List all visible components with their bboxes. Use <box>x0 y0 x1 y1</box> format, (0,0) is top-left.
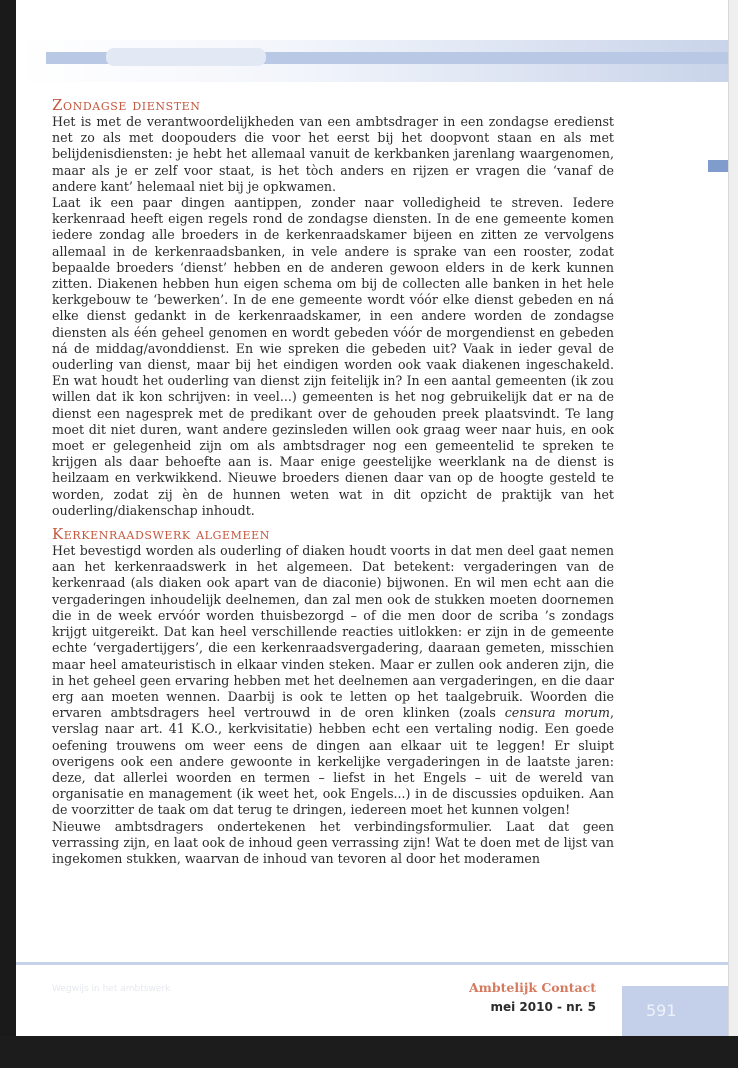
scan-border-bottom <box>0 1036 738 1068</box>
paragraph: Laat ik een paar dingen aantippen, zonder naar volledigheid te streven. Iedere kerkenraad heeft eigen regels rond de zondagse diensten. In de ene gemeente komen iedere zondag alle broeders in de kerkenraadskamer bijeen en zitten ze vervolgens allemaal in de kerkenraadsbanken, in vele andere is sprake van een rooster, zodat bepaalde broeders ‘dienst’ hebben en de anderen gewoon elders in de kerk kunnen zitten. Diakenen hebben hun eigen schema om bij de collecten alle banken in het hele kerkgebouw te ‘bewerken’. In de ene gemeente wordt vóór elke dienst gebeden en ná elke dienst gedankt in de kerkenraadskamer, in een andere worden de zondagse diensten als één geheel genomen en wordt gebeden vóór de morgendienst en gebeden ná de middag/avonddienst. En wie spreken die gebeden uit? Vaak in ieder geval de ouderling van dienst, maar bij het eindigen worden ook vaak diakenen ingeschakeld. En wat houdt het ouderling van dienst zijn feitelijk in? In een aantal gemeenten (ik zou willen dat ik kon schrijven: in veel...) gemeenten is het nog gebruikelijk dat er na de dienst een nagesprek met de predikant over de gehouden preek plaatsvindt. Te lang moet dit niet duren, want andere gezinsleden willen ook graag weer naar huis, en ook moet er gelegenheid zijn om als ambtsdrager nog een gemeentelid te spreken te krijgen als daar behoefte aan is. Maar enige geestelijke weerklank na de dienst is heilzaam en verkwikkend. Nieuwe broeders dienen daar van op de hoogte gesteld te worden, zodat zij èn de hunnen weten wat in dit opzicht de praktijk van het ouderling/diakenschap inhoudt. <box>52 195 614 518</box>
margin-tab-marker <box>708 160 728 172</box>
issue-label: mei 2010 - nr. 5 <box>490 1000 596 1014</box>
paragraph-text: , verslag naar art. 41 K.O., kerkvisitatie) hebben echt een vertaling nodig. Een goede oefening trouwens om weer eens de dingen aan elkaar uit te leggen! Er sluipt overigens ook een andere gewoonte in kerkelijke vergaderingen in de laatste jaren: deze, dat allerlei woorden en termen – liefst in het Engels – uit de wereld van organisatie en management (ik weet het, ook Engels...) in de discussies opduiken. Aan de voorzitter de taak om dat terug te dringen, iedereen moet het kunnen volgen! <box>52 705 614 818</box>
footer-series-title: Wegwijs in het ambtswerk <box>52 984 171 994</box>
scan-border-left <box>0 0 16 1068</box>
scan-border-right <box>728 0 738 1040</box>
paragraph <box>52 543 614 818</box>
footer-rule <box>16 962 728 965</box>
paragraph-text: Het bevestigd worden als ouderling of diaken houdt voorts in dat men deel gaat nemen aan het kerkenraadswerk in het algemeen. Dat betekent: vergaderingen van de kerkenraad (als diaken ook apart van de diaconie) bijwonen. En wil men echt aan die vergaderingen inhoudelijk deelnemen, dan zal men ook de stukken moeten doornemen die in de week ervóór worden thuisbezorgd – of die men door de scriba ’s zondags krijgt uitgereikt. Dat kan heel verschillende reacties uitlokken: er zijn in de gemeente echte ‘vergadertijgers’, die een kerkenraadsvergadering, daaraan gemeten, misschien maar heel amateuristisch in elkaar vinden steken. Maar er zullen ook anderen zijn, die in het geheel geen ervaring hebben met het deelnemen aan vergaderingen, en die daar erg aan moeten wennen. Daarbij is ook te letten op het taalgebruik. Woorden die ervaren ambtsdragers heel vertrouwd in de oren klinken (zoals <box>52 543 614 721</box>
document-page <box>16 0 728 1036</box>
header-bar-highlight <box>106 48 266 66</box>
paragraph: Het is met de verantwoordelijkheden van een ambtsdrager in een zondagse eredienst net zo als met doopouders die voor het eerst bij het doopvont staan en als met belijdenisdiensten: je hebt het allemaal vanuit de kerkbanken jarenlang waargenomen, maar als je er zelf voor staat, is het tòch anders en rijzen er vragen die ‘vanaf de andere kant’ helemaal niet bij je opkwamen. <box>52 114 614 194</box>
page-number: 591 <box>622 986 728 1036</box>
latin-term: censura morum <box>504 705 610 721</box>
section-heading-zondagse-diensten: Zondagse diensten <box>52 96 201 114</box>
section-heading-kerkenraadswerk: Kerkenraadswerk algemeen <box>52 525 270 544</box>
magazine-title: Ambtelijk Contact <box>468 980 596 995</box>
article-body <box>52 96 614 867</box>
header-bar <box>46 52 728 64</box>
paragraph: Nieuwe ambtsdragers ondertekenen het verbindingsformulier. Laat dat geen verrassing zijn, en laat ook de inhoud geen verrassing zijn! Wat te doen met de lijst van ingekomen stukken, waarvan de inhoud van tevoren al door het moderamen <box>52 818 614 866</box>
